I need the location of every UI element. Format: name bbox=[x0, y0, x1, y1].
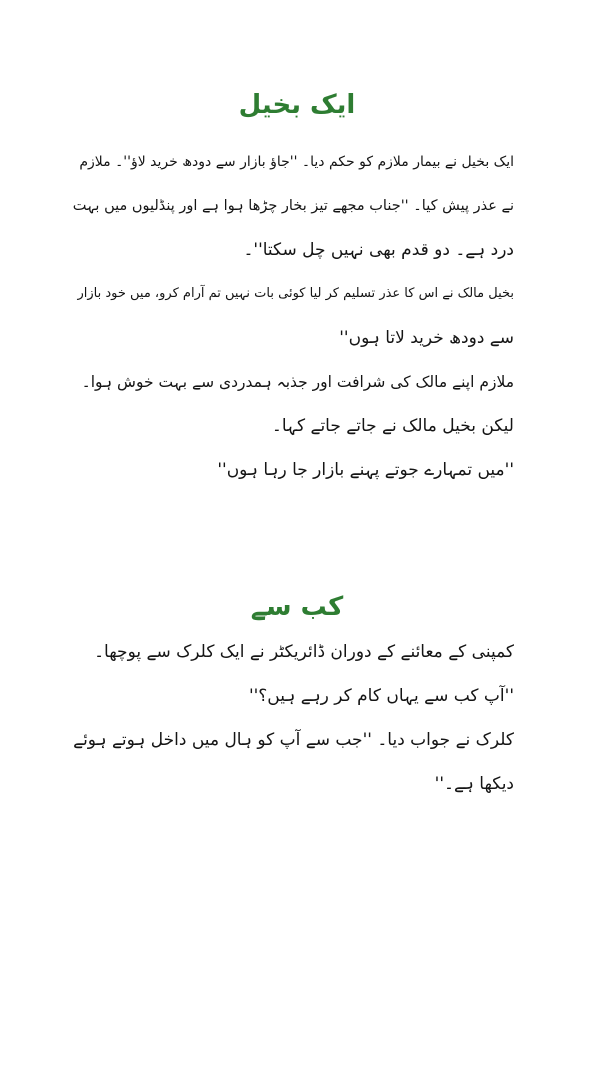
story-line: کلرک نے جواب دیا۔ ''جب سے آپ کو ہال میں داخل ہوتے ہوئے bbox=[73, 730, 514, 750]
story-line: نے عذر پیش کیا۔ ''جناب مجھے تیز بخار چڑھا ہوا ہے اور پنڈلیوں میں بہت bbox=[72, 198, 514, 214]
story-line: سے دودھ خرید لاتا ہوں'' bbox=[339, 328, 514, 348]
story-line: درد ہے۔ دو قدم بھی نہیں چل سکتا''۔ bbox=[243, 240, 514, 260]
story-line: کمپنی کے معائنے کے دوران ڈائریکٹر نے ایک کلرک سے پوچھا۔ bbox=[94, 642, 514, 662]
story-title-kab-se: کب سے bbox=[250, 592, 344, 622]
story-line: لیکن بخیل مالک نے جاتے جاتے کہا۔ bbox=[271, 416, 514, 436]
story-line: دیکھا ہے۔'' bbox=[434, 774, 514, 794]
story-title-ek-bakheel: ایک بخیل bbox=[238, 90, 356, 120]
story-line: ملازم اپنے مالک کی شرافت اور جذبہ ہمدردی سے بہت خوش ہوا۔ bbox=[81, 373, 514, 391]
story-line: ''آپ کب سے یہاں کام کر رہے ہیں؟'' bbox=[248, 686, 514, 706]
story-line: ایک بخیل نے بیمار ملازم کو حکم دیا۔ ''جاؤ بازار سے دودھ خرید لاؤ''۔ ملازم bbox=[79, 154, 514, 170]
story-line: بخیل مالک نے اس کا عذر تسلیم کر لیا کوئی بات نہیں تم آرام کرو، میں خود بازار bbox=[77, 286, 514, 301]
story-line: ''میں تمہارے جوتے پہنے بازار جا رہا ہوں'' bbox=[217, 460, 514, 480]
